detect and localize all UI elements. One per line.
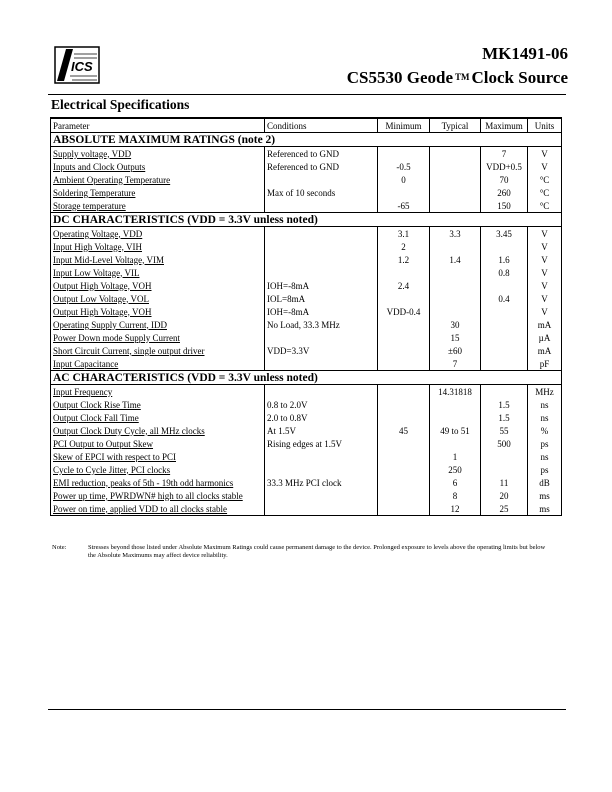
parameter-cell: Power up time, PWRDWN# high to all clocks stable xyxy=(51,489,265,502)
logo-text: ICS xyxy=(71,59,93,74)
maximum-cell: 20 xyxy=(481,489,528,502)
conditions-cell: 33.3 MHz PCI clock xyxy=(265,476,378,489)
minimum-cell xyxy=(378,385,430,399)
table-row xyxy=(51,424,562,437)
units-cell: pF xyxy=(528,357,562,371)
units-cell: mA xyxy=(528,318,562,331)
maximum-cell: 500 xyxy=(481,437,528,450)
section-heading: ABSOLUTE MAXIMUM RATINGS (note 2) xyxy=(51,133,562,147)
table-body xyxy=(51,133,562,516)
typical-cell xyxy=(430,160,481,173)
parameter-cell: Output Clock Fall Time xyxy=(51,411,265,424)
parameter-cell: Input Low Voltage, VIL xyxy=(51,266,265,279)
parameter-cell: Inputs and Clock Outputs xyxy=(51,160,265,173)
conditions-cell xyxy=(265,357,378,371)
minimum-cell xyxy=(378,266,430,279)
typical-cell xyxy=(430,279,481,292)
conditions-cell xyxy=(265,502,378,516)
section-heading: AC CHARACTERISTICS (VDD = 3.3V unless noted) xyxy=(51,371,562,385)
units-cell: V xyxy=(528,227,562,241)
conditions-cell xyxy=(265,253,378,266)
maximum-cell: 1.5 xyxy=(481,398,528,411)
parameter-cell: Cycle to Cycle Jitter, PCI clocks xyxy=(51,463,265,476)
maximum-cell: 260 xyxy=(481,186,528,199)
part-number: MK1491-06 xyxy=(482,44,568,63)
table-row xyxy=(51,331,562,344)
minimum-cell: 2 xyxy=(378,240,430,253)
document-title xyxy=(347,68,568,88)
parameter-cell: Ambient Operating Temperature xyxy=(51,173,265,186)
conditions-cell: Referenced to GND xyxy=(265,147,378,161)
conditions-cell xyxy=(265,173,378,186)
table-row xyxy=(51,227,562,241)
conditions-cell: 2.0 to 0.8V xyxy=(265,411,378,424)
minimum-cell: VDD-0.4 xyxy=(378,305,430,318)
units-cell: V xyxy=(528,253,562,266)
conditions-cell xyxy=(265,489,378,502)
conditions-cell xyxy=(265,199,378,213)
minimum-cell xyxy=(378,437,430,450)
conditions-cell: Referenced to GND xyxy=(265,160,378,173)
table-row xyxy=(51,147,562,161)
section-header-row xyxy=(51,371,562,385)
typical-cell: 30 xyxy=(430,318,481,331)
minimum-cell xyxy=(378,344,430,357)
maximum-cell: 55 xyxy=(481,424,528,437)
typical-cell xyxy=(430,398,481,411)
units-cell: ns xyxy=(528,398,562,411)
table-row xyxy=(51,160,562,173)
minimum-cell: 1.2 xyxy=(378,253,430,266)
minimum-cell xyxy=(378,502,430,516)
header-rule xyxy=(48,94,566,95)
table-row xyxy=(51,437,562,450)
units-cell: ps xyxy=(528,463,562,476)
table-row xyxy=(51,279,562,292)
parameter-cell: Operating Voltage, VDD xyxy=(51,227,265,241)
conditions-cell: VDD=3.3V xyxy=(265,344,378,357)
minimum-cell xyxy=(378,318,430,331)
conditions-cell: Rising edges at 1.5V xyxy=(265,437,378,450)
section-heading: DC CHARACTERISTICS (VDD = 3.3V unless noted) xyxy=(51,213,562,227)
units-cell: MHz xyxy=(528,385,562,399)
conditions-cell: IOL=8mA xyxy=(265,292,378,305)
typical-cell xyxy=(430,266,481,279)
table-row xyxy=(51,344,562,357)
section-title: Electrical Specifications xyxy=(51,97,190,112)
minimum-cell xyxy=(378,463,430,476)
electrical-specifications-table xyxy=(50,117,562,516)
trademark-symbol: TM xyxy=(455,72,470,82)
maximum-cell xyxy=(481,463,528,476)
parameter-cell: PCI Output to Output Skew xyxy=(51,437,265,450)
parameter-cell: Output High Voltage, VOH xyxy=(51,279,265,292)
maximum-cell xyxy=(481,305,528,318)
parameter-cell: Storage temperature xyxy=(51,199,265,213)
table-row xyxy=(51,305,562,318)
typical-cell: 1 xyxy=(430,450,481,463)
typical-cell: 15 xyxy=(430,331,481,344)
typical-cell xyxy=(430,411,481,424)
minimum-cell xyxy=(378,147,430,161)
table-row xyxy=(51,240,562,253)
conditions-cell xyxy=(265,385,378,399)
maximum-cell xyxy=(481,240,528,253)
parameter-cell: Input Capacitance xyxy=(51,357,265,371)
units-cell: V xyxy=(528,292,562,305)
minimum-cell xyxy=(378,331,430,344)
parameter-cell: Short Circuit Current, single output driver xyxy=(51,344,265,357)
table-row xyxy=(51,450,562,463)
typical-cell xyxy=(430,186,481,199)
table-header-row xyxy=(51,118,562,133)
units-cell: V xyxy=(528,279,562,292)
table-row xyxy=(51,502,562,516)
conditions-cell xyxy=(265,463,378,476)
conditions-cell: 0.8 to 2.0V xyxy=(265,398,378,411)
table-row xyxy=(51,489,562,502)
minimum-cell: 3.1 xyxy=(378,227,430,241)
maximum-cell xyxy=(481,279,528,292)
maximum-cell xyxy=(481,385,528,399)
parameter-cell: Input Mid-Level Voltage, VIM xyxy=(51,253,265,266)
parameter-cell: Power on time, applied VDD to all clocks stable xyxy=(51,502,265,516)
typical-cell xyxy=(430,437,481,450)
conditions-cell xyxy=(265,331,378,344)
maximum-cell: 25 xyxy=(481,502,528,516)
table-row xyxy=(51,253,562,266)
units-cell: °C xyxy=(528,199,562,213)
table-row xyxy=(51,266,562,279)
typical-cell: 1.4 xyxy=(430,253,481,266)
column-header: Units xyxy=(528,118,562,133)
units-cell: mA xyxy=(528,344,562,357)
parameter-cell: Output Clock Duty Cycle, all MHz clocks xyxy=(51,424,265,437)
section-header-row xyxy=(51,213,562,227)
units-cell: % xyxy=(528,424,562,437)
notes xyxy=(52,544,552,560)
typical-cell xyxy=(430,199,481,213)
minimum-cell: 0 xyxy=(378,173,430,186)
table-row xyxy=(51,463,562,476)
parameter-cell: EMI reduction, peaks of 5th - 19th odd harmonics xyxy=(51,476,265,489)
minimum-cell xyxy=(378,186,430,199)
parameter-cell: Skew of EPCI with respect to PCI xyxy=(51,450,265,463)
table-row xyxy=(51,385,562,399)
minimum-cell: -0.5 xyxy=(378,160,430,173)
maximum-cell: 7 xyxy=(481,147,528,161)
conditions-cell xyxy=(265,266,378,279)
typical-cell: 8 xyxy=(430,489,481,502)
parameter-cell: Input High Voltage, VIH xyxy=(51,240,265,253)
conditions-cell: Max of 10 seconds xyxy=(265,186,378,199)
units-cell: V xyxy=(528,266,562,279)
conditions-cell xyxy=(265,450,378,463)
table-row xyxy=(51,476,562,489)
units-cell: °C xyxy=(528,173,562,186)
maximum-cell: 1.6 xyxy=(481,253,528,266)
maximum-cell xyxy=(481,344,528,357)
typical-cell: 7 xyxy=(430,357,481,371)
typical-cell: 6 xyxy=(430,476,481,489)
units-cell: ms xyxy=(528,502,562,516)
typical-cell xyxy=(430,147,481,161)
minimum-cell: -65 xyxy=(378,199,430,213)
typical-cell xyxy=(430,292,481,305)
minimum-cell: 45 xyxy=(378,424,430,437)
table-row xyxy=(51,411,562,424)
note-label: Note: xyxy=(52,544,67,551)
typical-cell: 49 to 51 xyxy=(430,424,481,437)
column-header: Typical xyxy=(430,118,481,133)
maximum-cell: VDD+0.5 xyxy=(481,160,528,173)
units-cell: °C xyxy=(528,186,562,199)
column-header: Maximum xyxy=(481,118,528,133)
footer-rule xyxy=(48,709,566,710)
maximum-cell xyxy=(481,331,528,344)
typical-cell: 250 xyxy=(430,463,481,476)
conditions-cell: No Load, 33.3 MHz xyxy=(265,318,378,331)
parameter-cell: Output Low Voltage, VOL xyxy=(51,292,265,305)
units-cell: dB xyxy=(528,476,562,489)
typical-cell xyxy=(430,305,481,318)
conditions-cell xyxy=(265,240,378,253)
units-cell: V xyxy=(528,240,562,253)
conditions-cell: IOH=-8mA xyxy=(265,305,378,318)
column-header: Minimum xyxy=(378,118,430,133)
parameter-cell: Output Clock Rise Time xyxy=(51,398,265,411)
minimum-cell xyxy=(378,292,430,305)
parameter-cell: Input Frequency xyxy=(51,385,265,399)
typical-cell: 3.3 xyxy=(430,227,481,241)
maximum-cell xyxy=(481,357,528,371)
units-cell: ns xyxy=(528,411,562,424)
ics-logo xyxy=(54,46,100,84)
typical-cell xyxy=(430,173,481,186)
column-header: Conditions xyxy=(265,118,378,133)
units-cell: ns xyxy=(528,450,562,463)
units-cell: V xyxy=(528,305,562,318)
conditions-cell xyxy=(265,227,378,241)
note-text: Stresses beyond those listed under Absolute Maximum Ratings could cause permanent damage to the device. Prolonged exposure to levels above the operating limits but below the Absolute Maximums may affect device reliability. xyxy=(88,544,546,559)
maximum-cell: 3.45 xyxy=(481,227,528,241)
parameter-cell: Power Down mode Supply Current xyxy=(51,331,265,344)
units-cell: ps xyxy=(528,437,562,450)
section-header-row xyxy=(51,133,562,147)
units-cell: V xyxy=(528,147,562,161)
units-cell: ms xyxy=(528,489,562,502)
minimum-cell xyxy=(378,476,430,489)
maximum-cell xyxy=(481,318,528,331)
maximum-cell: 11 xyxy=(481,476,528,489)
title-rest: Clock Source xyxy=(471,68,568,87)
units-cell: V xyxy=(528,160,562,173)
minimum-cell xyxy=(378,450,430,463)
table-row xyxy=(51,199,562,213)
minimum-cell xyxy=(378,398,430,411)
conditions-cell: IOH=-8mA xyxy=(265,279,378,292)
typical-cell xyxy=(430,240,481,253)
parameter-cell: Operating Supply Current, IDD xyxy=(51,318,265,331)
parameter-cell: Soldering Temperature xyxy=(51,186,265,199)
typical-cell: 14.31818 xyxy=(430,385,481,399)
parameter-cell: Output High Voltage, VOH xyxy=(51,305,265,318)
column-header: Parameter xyxy=(51,118,265,133)
minimum-cell xyxy=(378,411,430,424)
table-row xyxy=(51,357,562,371)
table-row xyxy=(51,318,562,331)
parameter-cell: Supply voltage, VDD xyxy=(51,147,265,161)
units-cell: µA xyxy=(528,331,562,344)
table-row xyxy=(51,173,562,186)
table-row xyxy=(51,292,562,305)
maximum-cell: 0.8 xyxy=(481,266,528,279)
maximum-cell: 70 xyxy=(481,173,528,186)
maximum-cell: 0.4 xyxy=(481,292,528,305)
typical-cell: ±60 xyxy=(430,344,481,357)
table-row xyxy=(51,186,562,199)
title-main: CS5530 Geode xyxy=(346,68,453,87)
conditions-cell: At 1.5V xyxy=(265,424,378,437)
maximum-cell xyxy=(481,450,528,463)
maximum-cell: 1.5 xyxy=(481,411,528,424)
minimum-cell xyxy=(378,357,430,371)
typical-cell: 12 xyxy=(430,502,481,516)
minimum-cell: 2.4 xyxy=(378,279,430,292)
minimum-cell xyxy=(378,489,430,502)
table-row xyxy=(51,398,562,411)
maximum-cell: 150 xyxy=(481,199,528,213)
